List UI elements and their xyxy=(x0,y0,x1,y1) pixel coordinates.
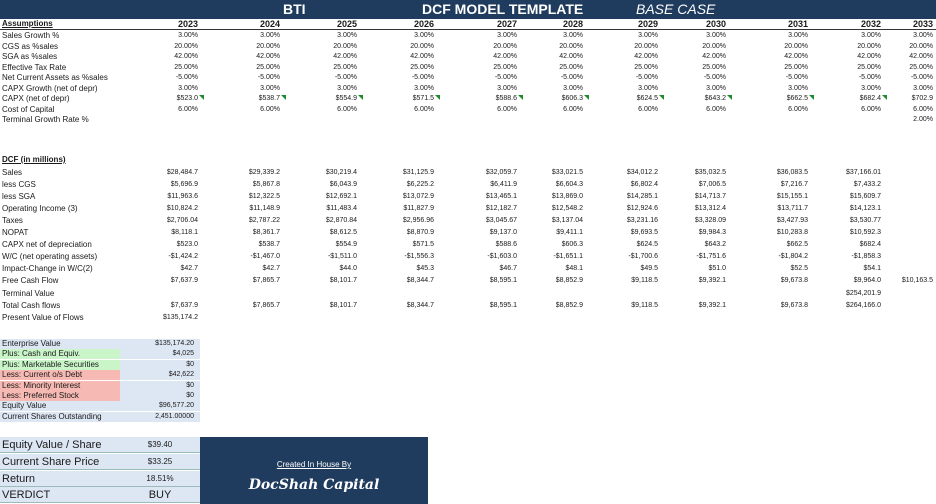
assumptions-cell: -5.00% xyxy=(334,74,357,81)
assumptions-cell: 6.00% xyxy=(260,105,280,113)
dcf-cell: $7,637.9 xyxy=(170,302,198,309)
dcf-cell: $42.7 xyxy=(262,265,280,272)
valuation-label-cell xyxy=(0,381,120,391)
dcf-cell: -$1,751.6 xyxy=(696,253,726,260)
dcf-cell: $9,137.0 xyxy=(489,229,517,236)
assumptions-cell: 20.00% xyxy=(256,42,280,50)
comment-flag-icon xyxy=(199,95,204,100)
valuation-label-cell xyxy=(0,360,120,370)
dcf-cell: $7,865.7 xyxy=(252,277,280,284)
assumptions-cell: 25.00% xyxy=(256,63,280,71)
dcf-cell: $13,869.0 xyxy=(551,193,583,200)
assumptions-cell: $554.9 xyxy=(335,95,357,102)
summary-label: Return xyxy=(0,471,120,487)
valuation-label: Less: Preferred Stock xyxy=(2,391,79,400)
dcf-cell: -$1,467.0 xyxy=(250,253,280,260)
assumptions-cell: $662.5 xyxy=(786,95,808,102)
credit-box xyxy=(200,437,428,504)
assumptions-cell: 3.00% xyxy=(706,84,726,92)
assumptions-cell: 42.00% xyxy=(634,53,658,60)
valuation-label: Enterprise Value xyxy=(2,339,61,348)
assumptions-cell: 20.00% xyxy=(909,42,933,50)
assumptions-cell: 6.00% xyxy=(913,105,933,113)
assumptions-cell: 3.00% xyxy=(178,32,198,39)
assumptions-cell: 3.00% xyxy=(706,32,726,39)
assumptions-row-label: Sales Growth % xyxy=(2,31,60,40)
dcf-cell: -$1,700.6 xyxy=(628,253,658,260)
dcf-cell: $6,043.9 xyxy=(329,181,357,188)
scenario-label: BASE CASE xyxy=(636,1,716,17)
title-banner xyxy=(0,0,936,19)
year-header-2026: 2026 xyxy=(413,19,434,29)
valuation-label: Plus: Cash and Equiv. xyxy=(2,349,81,359)
assumptions-cell: 42.00% xyxy=(702,53,726,60)
valuation-value: 2,451.00000 xyxy=(155,412,194,420)
dcf-cell: $264,166.0 xyxy=(845,302,881,309)
assumptions-cell: 3.00% xyxy=(861,32,881,39)
dcf-cell: $8,101.7 xyxy=(329,277,357,284)
dcf-row-label: Terminal Value xyxy=(2,289,55,298)
valuation-value-cell xyxy=(120,349,200,359)
dcf-cell: $9,964.0 xyxy=(853,277,881,284)
dcf-cell: $11,148.9 xyxy=(249,205,280,212)
assumptions-cell: 2.00% xyxy=(913,116,933,123)
dcf-cell: $3,427.93 xyxy=(776,217,808,224)
dcf-cell: $9,984.3 xyxy=(698,229,726,236)
dcf-cell: $624.5 xyxy=(636,241,658,248)
dcf-cell: $9,673.8 xyxy=(780,277,808,284)
year-header-row xyxy=(0,19,936,30)
dcf-cell: $30,219.4 xyxy=(325,169,357,176)
dcf-cell: $37,166.01 xyxy=(845,169,881,176)
dcf-cell: -$1,858.3 xyxy=(851,253,881,260)
dcf-cell: $13,711.7 xyxy=(777,205,808,212)
year-header-2028: 2028 xyxy=(562,19,583,29)
assumptions-cell: $606.3 xyxy=(561,95,583,102)
dcf-cell: $9,693.5 xyxy=(630,229,658,236)
valuation-value-cell xyxy=(120,360,200,370)
assumptions-cell: -5.00% xyxy=(785,74,808,81)
credit-line-1: Created In House By xyxy=(276,460,352,469)
assumptions-cell: 25.00% xyxy=(634,63,658,71)
dcf-cell: $9,673.8 xyxy=(780,302,808,309)
valuation-label-cell xyxy=(0,339,120,349)
assumptions-cell: 3.00% xyxy=(497,32,517,39)
dcf-cell: $254,201.9 xyxy=(845,290,881,297)
assumptions-cell: 3.00% xyxy=(913,84,933,92)
model-title: DCF MODEL TEMPLATE xyxy=(422,1,584,17)
dcf-cell: $13,072.9 xyxy=(402,193,434,200)
dcf-cell: -$1,804.2 xyxy=(778,253,808,260)
assumptions-cell: $523.0 xyxy=(176,95,198,102)
dcf-cell: $2,787.22 xyxy=(248,217,280,224)
dcf-cell: $682.4 xyxy=(859,241,881,248)
assumptions-cell: -5.00% xyxy=(858,74,881,81)
assumptions-cell: 3.00% xyxy=(788,32,808,39)
dcf-cell: -$1,511.0 xyxy=(327,253,357,260)
dcf-cell: $34,012.2 xyxy=(626,169,658,176)
dcf-cell: $5,696.9 xyxy=(170,181,198,188)
assumptions-cell: -5.00% xyxy=(257,74,280,81)
dcf-row-label: Sales xyxy=(2,168,23,177)
comment-flag-icon xyxy=(727,95,732,100)
assumptions-cell: 6.00% xyxy=(337,105,357,113)
assumptions-cell: 42.00% xyxy=(857,53,881,60)
valuation-label: Plus: Marketable Securities xyxy=(2,359,99,369)
dcf-cell: $8,118.1 xyxy=(171,229,198,236)
assumptions-row-label: Terminal Growth Rate % xyxy=(2,115,89,124)
year-header-2023: 2023 xyxy=(177,19,198,29)
assumptions-cell: $624.5 xyxy=(636,95,658,102)
assumptions-cell: 25.00% xyxy=(174,63,198,71)
assumptions-cell: 25.00% xyxy=(909,63,933,71)
valuation-value: $0 xyxy=(186,360,194,368)
assumptions-row-label: Cost of Capital xyxy=(2,104,55,114)
dcf-row-label: Taxes xyxy=(2,216,23,225)
dcf-cell: $588.6 xyxy=(495,241,517,248)
comment-flag-icon xyxy=(435,95,440,100)
assumptions-cell: 6.00% xyxy=(706,105,726,113)
dcf-row-label: CAPX net of depreciation xyxy=(2,240,92,249)
dcf-cell: -$1,603.0 xyxy=(487,253,517,260)
assumptions-title: Assumptions xyxy=(2,19,53,28)
dcf-cell: $3,137.04 xyxy=(551,217,583,224)
assumptions-row-label: CGS as %sales xyxy=(2,41,59,51)
assumptions-cell: 20.00% xyxy=(784,42,808,50)
dcf-cell: -$1,556.3 xyxy=(404,253,434,260)
dcf-cell: $2,706.04 xyxy=(166,217,198,224)
dcf-cell: $11,827.9 xyxy=(403,205,434,212)
assumptions-cell: $682.4 xyxy=(859,95,881,102)
assumptions-cell: 3.00% xyxy=(337,84,357,92)
assumptions-cell: 6.00% xyxy=(563,105,583,113)
summary-value: BUY xyxy=(120,487,200,503)
valuation-label-cell xyxy=(0,391,120,401)
assumptions-cell: 6.00% xyxy=(861,105,881,113)
dcf-row-label: Present Value of Flows xyxy=(2,313,84,322)
dcf-cell: $5,867.8 xyxy=(252,181,280,188)
valuation-value-cell xyxy=(120,370,200,380)
assumptions-cell: 42.00% xyxy=(333,53,357,60)
year-header-2029: 2029 xyxy=(637,19,658,29)
dcf-cell: $14,285.1 xyxy=(626,193,658,200)
dcf-cell: $9,118.5 xyxy=(631,277,658,284)
dcf-cell: $6,411.9 xyxy=(490,181,517,188)
dcf-cell: $31,125.9 xyxy=(402,169,434,176)
dcf-cell: $8,361.7 xyxy=(252,229,280,236)
assumptions-cell: 42.00% xyxy=(410,53,434,60)
assumptions-row-label: CAPX (net of depr) xyxy=(2,94,70,103)
dcf-cell: $3,530.77 xyxy=(849,217,881,224)
summary-value: 18.51% xyxy=(120,471,200,487)
dcf-cell: $6,802.4 xyxy=(630,181,658,188)
assumptions-cell: -5.00% xyxy=(635,74,658,81)
assumptions-cell: 25.00% xyxy=(702,63,726,71)
dcf-cell: $7,637.9 xyxy=(170,277,198,284)
dcf-cell: $49.5 xyxy=(640,265,658,272)
dcf-cell: $12,182.7 xyxy=(485,205,517,212)
dcf-cell: $9,392.1 xyxy=(698,302,726,309)
dcf-cell: $42.7 xyxy=(180,265,198,272)
assumptions-cell: -5.00% xyxy=(494,74,517,81)
assumptions-cell: 42.00% xyxy=(559,53,583,60)
summary-label: VERDICT xyxy=(0,487,120,503)
dcf-cell: $554.9 xyxy=(335,241,357,248)
assumptions-cell: -5.00% xyxy=(910,74,933,81)
dcf-cell: $8,870.9 xyxy=(406,229,434,236)
assumptions-cell: 3.00% xyxy=(788,84,808,92)
assumptions-cell: 3.00% xyxy=(414,32,434,39)
dcf-cell: $48.1 xyxy=(565,265,583,272)
assumptions-cell: 25.00% xyxy=(333,63,357,71)
assumptions-cell: $538.7 xyxy=(258,95,280,102)
assumptions-cell: $643.2 xyxy=(704,95,726,102)
dcf-cell: $523.0 xyxy=(176,241,198,248)
assumptions-cell: $702.9 xyxy=(911,95,933,102)
assumptions-cell: 3.00% xyxy=(497,84,517,92)
dcf-cell: $11,963.6 xyxy=(167,193,198,200)
assumptions-cell: 20.00% xyxy=(493,42,517,50)
assumptions-cell: 6.00% xyxy=(638,105,658,113)
valuation-label: Current Shares Outstanding xyxy=(2,411,102,421)
dcf-cell: $12,692.1 xyxy=(325,193,357,200)
summary-value: $33.25 xyxy=(120,454,200,470)
valuation-value: $4,025 xyxy=(172,350,194,358)
assumptions-cell: 3.00% xyxy=(861,84,881,92)
summary-label: Current Share Price xyxy=(0,454,120,470)
assumptions-cell: 20.00% xyxy=(634,42,658,50)
dcf-cell: $10,824.2 xyxy=(166,205,198,212)
valuation-label-cell xyxy=(0,370,120,380)
dcf-cell: $8,344.7 xyxy=(406,277,434,284)
dcf-cell: $12,548.2 xyxy=(551,205,583,212)
valuation-value-cell xyxy=(120,381,200,391)
dcf-cell: $46.7 xyxy=(499,265,517,272)
dcf-cell: $10,163.5 xyxy=(901,277,933,284)
year-header-2031: 2031 xyxy=(787,19,808,29)
dcf-cell: $538.7 xyxy=(258,241,280,248)
dcf-cell: $6,604.3 xyxy=(555,181,583,188)
assumptions-cell: 3.00% xyxy=(337,32,357,39)
dcf-cell: $3,231.16 xyxy=(626,217,658,224)
assumptions-cell: 25.00% xyxy=(493,63,517,71)
dcf-row-label: Operating Income (3) xyxy=(2,204,78,213)
assumptions-cell: 25.00% xyxy=(857,63,881,71)
dcf-cell: $9,118.5 xyxy=(631,302,658,309)
dcf-cell: -$1,651.1 xyxy=(553,253,583,260)
assumptions-cell: $571.5 xyxy=(412,95,434,102)
dcf-cell: $29,339.2 xyxy=(248,169,280,176)
valuation-label-cell xyxy=(0,349,120,359)
assumptions-cell: 3.00% xyxy=(638,32,658,39)
assumptions-cell: 42.00% xyxy=(784,53,808,60)
dcf-cell: $14,123.1 xyxy=(849,205,881,212)
dcf-cell: $28,484.7 xyxy=(166,169,198,176)
ticker: BTI xyxy=(283,1,306,17)
dcf-row-label: W/C (net operating assets) xyxy=(2,252,98,261)
dcf-cell: $45.3 xyxy=(416,265,434,272)
summary-label: Equity Value / Share xyxy=(0,437,120,453)
dcf-cell: $8,852.9 xyxy=(555,277,583,284)
assumptions-cell: -5.00% xyxy=(175,74,198,81)
dcf-row-label: less CGS xyxy=(2,180,36,189)
dcf-cell: $8,101.7 xyxy=(329,302,357,309)
dcf-row-label: Total Cash flows xyxy=(2,301,61,310)
assumptions-cell: 3.00% xyxy=(414,84,434,92)
dcf-cell: $12,322.5 xyxy=(248,193,280,200)
dcf-cell: $54.1 xyxy=(863,265,881,272)
assumptions-cell: 3.00% xyxy=(178,84,198,92)
assumptions-cell: 42.00% xyxy=(493,53,517,60)
dcf-cell: $9,411.1 xyxy=(556,229,583,236)
dcf-cell: $11,483.4 xyxy=(326,205,357,212)
assumptions-cell: 3.00% xyxy=(913,32,933,39)
dcf-cell: $44.0 xyxy=(339,265,357,272)
dcf-cell: $8,595.1 xyxy=(489,302,517,309)
dcf-cell: $8,595.1 xyxy=(489,277,517,284)
assumptions-cell: 20.00% xyxy=(857,42,881,50)
year-header-2024: 2024 xyxy=(259,19,280,29)
credit-brand: DocShah Capital xyxy=(248,477,380,493)
valuation-label-cell xyxy=(0,401,120,411)
dcf-cell: $662.5 xyxy=(786,241,808,248)
dcf-cell: $9,392.1 xyxy=(698,277,726,284)
dcf-cell: $15,155.1 xyxy=(776,193,808,200)
assumptions-cell: 3.00% xyxy=(638,84,658,92)
valuation-label: Less: Minority Interest xyxy=(2,380,81,390)
year-header-2032: 2032 xyxy=(860,19,881,29)
valuation-value-cell xyxy=(120,339,200,349)
valuation-value: $0 xyxy=(186,381,194,389)
dcf-cell: $7,865.7 xyxy=(252,302,280,309)
assumptions-cell: 6.00% xyxy=(178,105,198,113)
dcf-cell: $2,870.84 xyxy=(325,217,357,224)
dcf-cell: $10,592.3 xyxy=(849,229,881,236)
dcf-row-label: Impact-Change in W/C(2) xyxy=(2,264,93,273)
dcf-cell: $33,021.5 xyxy=(551,169,583,176)
dcf-cell: $135,174.2 xyxy=(162,314,198,321)
assumptions-cell: 6.00% xyxy=(788,105,808,113)
assumptions-cell: $588.6 xyxy=(495,95,517,102)
year-header-2030: 2030 xyxy=(705,19,726,29)
dcf-cell: $13,465.1 xyxy=(485,193,517,200)
dcf-row-label: less SGA xyxy=(2,192,36,201)
summary-value: $39.40 xyxy=(120,437,200,453)
dcf-row-label: NOPAT xyxy=(2,228,29,237)
assumptions-cell: 20.00% xyxy=(174,42,198,50)
dcf-cell: $15,609.7 xyxy=(849,193,881,200)
valuation-value: $135,174.20 xyxy=(155,340,194,347)
dcf-cell: $35,032.5 xyxy=(694,169,726,176)
year-header-2027: 2027 xyxy=(496,19,517,29)
year-header-2025: 2025 xyxy=(336,19,357,29)
dcf-cell: $3,045.67 xyxy=(485,217,517,224)
assumptions-cell: 6.00% xyxy=(414,105,434,113)
valuation-value: $0 xyxy=(186,392,194,399)
assumptions-cell: 3.00% xyxy=(563,32,583,39)
dcf-cell: $52.5 xyxy=(790,265,808,272)
valuation-value-cell xyxy=(120,391,200,401)
dcf-cell: $7,006.5 xyxy=(698,181,726,188)
assumptions-row-label: Net Current Assets as %sales xyxy=(2,73,108,82)
assumptions-cell: 3.00% xyxy=(563,84,583,92)
dcf-cell: $32,059.7 xyxy=(485,169,517,176)
valuation-value-cell xyxy=(120,401,200,411)
valuation-label-cell xyxy=(0,412,120,422)
dcf-cell: $51.0 xyxy=(708,265,726,272)
assumptions-cell: 42.00% xyxy=(256,53,280,60)
dcf-row-label: Free Cash Flow xyxy=(2,276,59,285)
dcf-cell: $643.2 xyxy=(704,241,726,248)
dcf-cell: $606.3 xyxy=(561,241,583,248)
dcf-cell: $10,283.8 xyxy=(776,229,808,236)
assumptions-cell: -5.00% xyxy=(703,74,726,81)
dcf-cell: $8,344.7 xyxy=(406,302,434,309)
dcf-cell: $14,713.7 xyxy=(694,193,726,200)
assumptions-cell: 25.00% xyxy=(410,63,434,71)
dcf-cell: $12,924.6 xyxy=(626,205,658,212)
dcf-cell: $3,328.09 xyxy=(694,217,726,224)
assumptions-cell: 3.00% xyxy=(260,84,280,92)
dcf-cell: $6,225.2 xyxy=(406,181,434,188)
valuation-value-cell xyxy=(120,412,200,422)
assumptions-cell: -5.00% xyxy=(411,74,434,81)
assumptions-cell: 20.00% xyxy=(559,42,583,50)
dcf-cell: -$1,424.2 xyxy=(168,253,198,260)
assumptions-cell: 20.00% xyxy=(333,42,357,50)
assumptions-row-label: SGA as %sales xyxy=(2,52,58,61)
assumptions-cell: 42.00% xyxy=(909,53,933,60)
year-header-2033: 2033 xyxy=(912,19,933,29)
assumptions-row-label: Effective Tax Rate xyxy=(2,62,67,72)
assumptions-cell: -5.00% xyxy=(560,74,583,81)
valuation-value: $96,577.20 xyxy=(158,402,194,410)
dcf-cell: $8,852.9 xyxy=(555,302,583,309)
valuation-value: $42,622 xyxy=(168,371,194,379)
dcf-cell: $571.5 xyxy=(412,241,434,248)
valuation-label: Equity Value xyxy=(2,401,47,411)
assumptions-row-label: CAPX Growth (net of depr) xyxy=(2,83,98,93)
assumptions-cell: 6.00% xyxy=(497,105,517,113)
dcf-cell: $13,312.4 xyxy=(694,205,726,212)
assumptions-cell: 25.00% xyxy=(784,63,808,71)
dcf-cell: $7,433.2 xyxy=(853,181,881,188)
assumptions-cell: 25.00% xyxy=(559,63,583,71)
dcf-title: DCF (in millions) xyxy=(2,155,66,164)
valuation-label: Less: Current o/s Debt xyxy=(2,370,83,380)
dcf-cell: $8,612.5 xyxy=(329,229,357,236)
dcf-cell: $7,216.7 xyxy=(780,181,808,188)
dcf-cell: $36,083.5 xyxy=(776,169,808,176)
assumptions-cell: 20.00% xyxy=(702,42,726,50)
dcf-cell: $2,956.96 xyxy=(402,217,434,224)
assumptions-cell: 42.00% xyxy=(174,53,198,60)
assumptions-cell: 20.00% xyxy=(410,42,434,50)
assumptions-cell: 3.00% xyxy=(260,32,280,39)
